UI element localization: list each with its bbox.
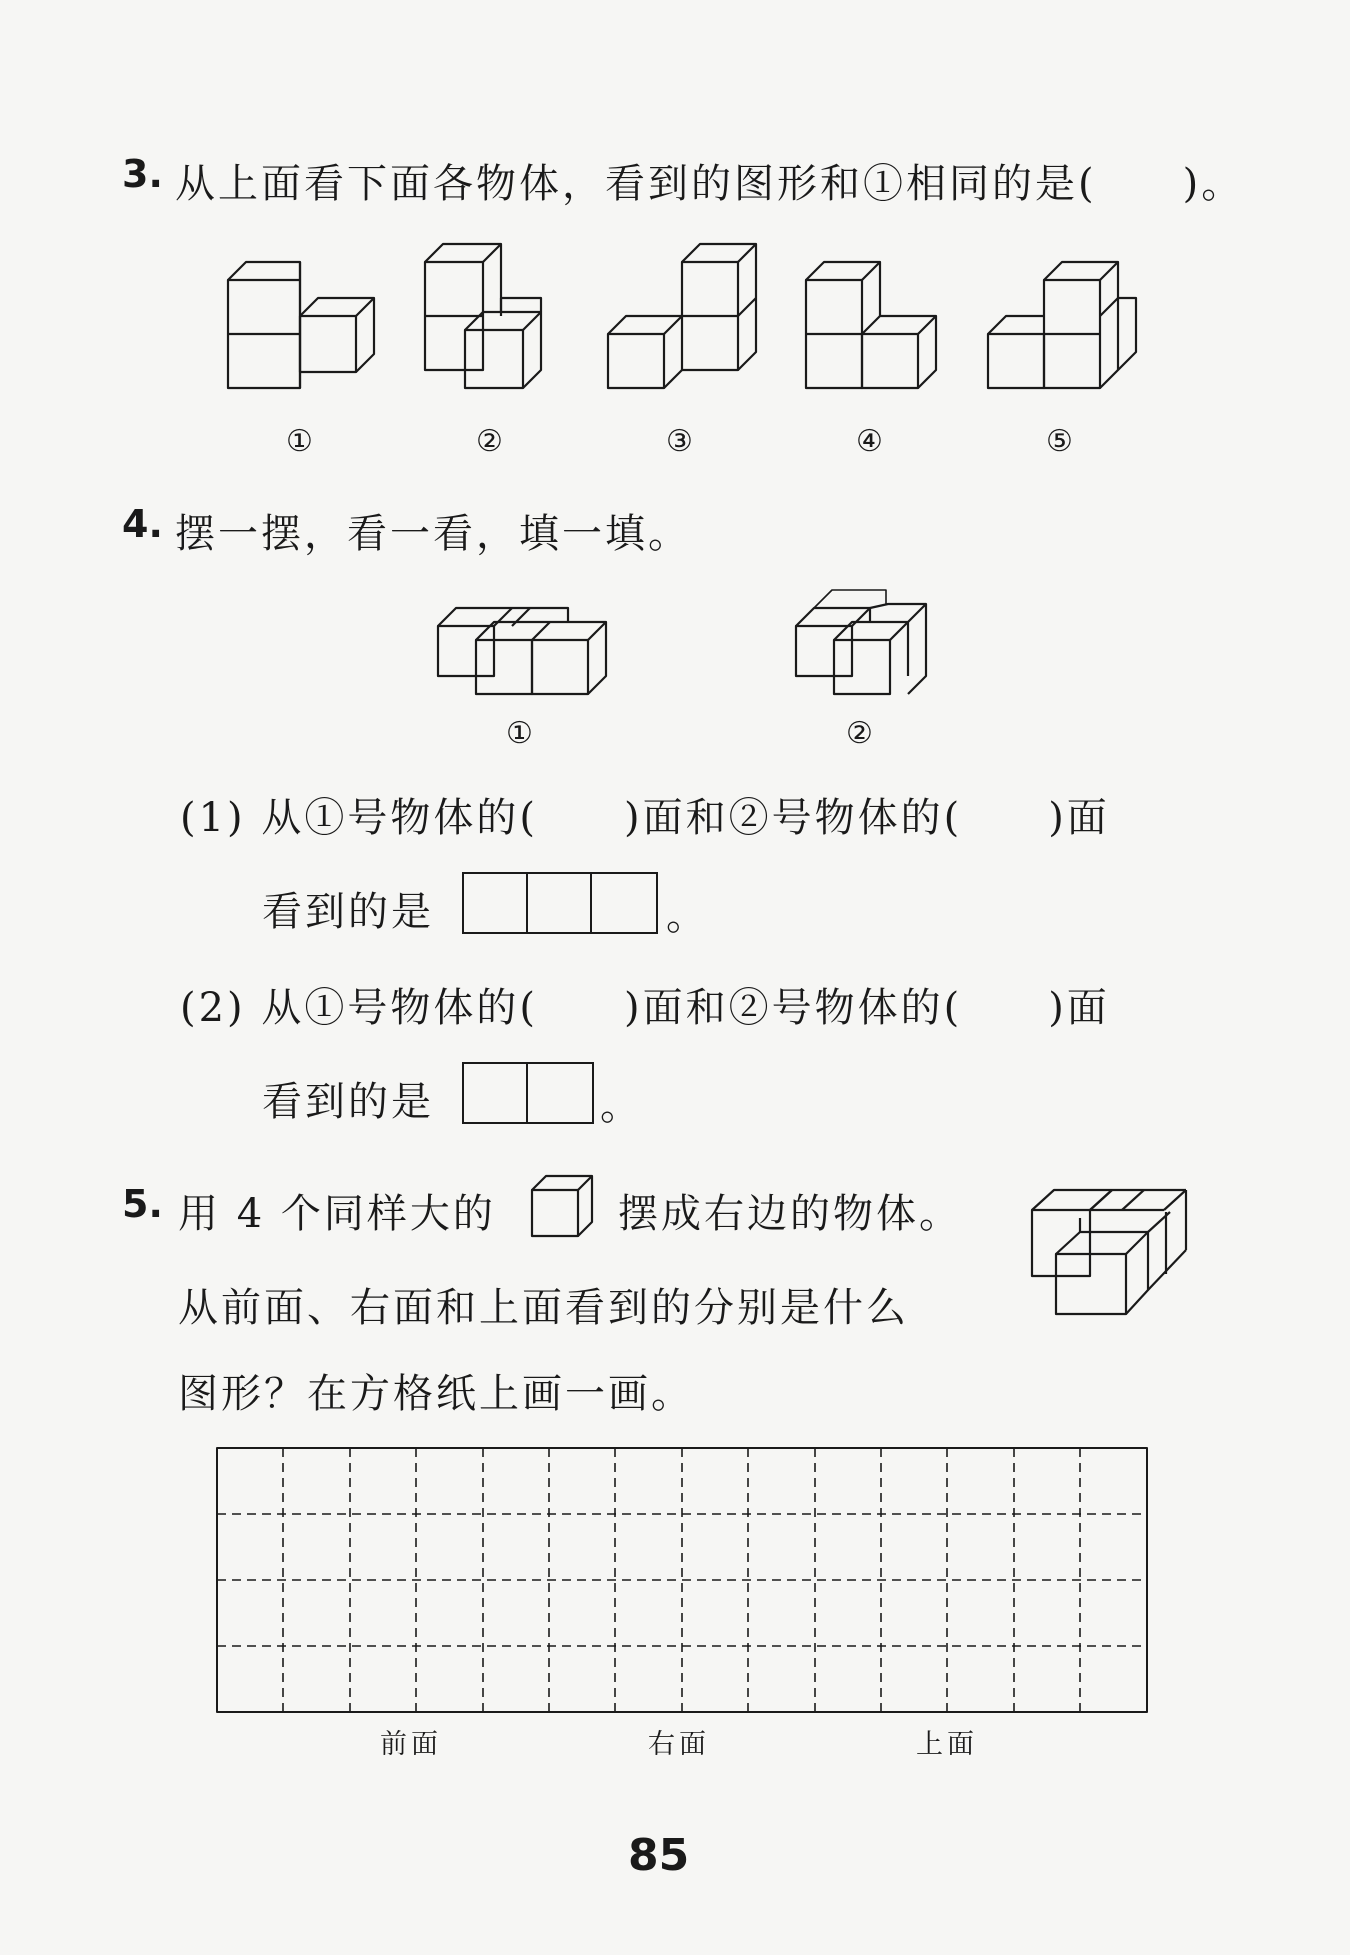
q4-sub1-line2: 看到的是 (262, 889, 434, 935)
q4-sub2-line2: 看到的是 (262, 1079, 434, 1125)
q4-sub1-answer-boxes (462, 872, 658, 934)
q4-sub2-line1: (2) 从①号物体的( )面和②号物体的( )面 (180, 985, 1110, 1031)
q5-text-after: 摆成右边的物体。 (618, 1191, 962, 1237)
answer-box (464, 1064, 528, 1122)
q4-label-1: ① (506, 716, 533, 751)
q3-label-4: ④ (856, 424, 883, 459)
q3-label-2: ② (476, 424, 503, 459)
answer-box (528, 874, 592, 932)
q4-text: 摆一摆，看一看，填一填。 (175, 511, 691, 557)
drawing-grid (0, 0, 1, 1)
q3-label-3: ③ (666, 424, 693, 459)
q4-sub1-period: 。 (666, 893, 709, 939)
q4-sub1-line1: (1) 从①号物体的( )面和②号物体的( )面 (180, 795, 1110, 841)
page-number: 85 (628, 1830, 690, 1881)
q4-sub2-period: 。 (600, 1083, 643, 1129)
q3-text: 从上面看下面各物体，看到的图形和①相同的是( )。 (175, 161, 1245, 207)
q3-label-5: ⑤ (1046, 424, 1073, 459)
answer-box (528, 1064, 592, 1122)
grid-label-front: 前面 (380, 1729, 442, 1760)
q4-number: 4. (122, 502, 163, 546)
answer-box (592, 874, 656, 932)
q4-label-2: ② (846, 716, 873, 751)
q5-line3: 图形？在方格纸上画一画。 (178, 1371, 694, 1417)
q3-number: 3. (122, 152, 163, 196)
q5-number: 5. (122, 1182, 163, 1226)
answer-box (464, 874, 528, 932)
grid-label-right: 右面 (648, 1729, 710, 1760)
q5-line2: 从前面、右面和上面看到的分别是什么 (178, 1285, 909, 1331)
grid-label-top: 上面 (916, 1729, 978, 1760)
q3-label-1: ① (286, 424, 313, 459)
q5-text-before: 用 4 个同样大的 (178, 1191, 496, 1237)
q4-sub2-answer-boxes (462, 1062, 594, 1124)
